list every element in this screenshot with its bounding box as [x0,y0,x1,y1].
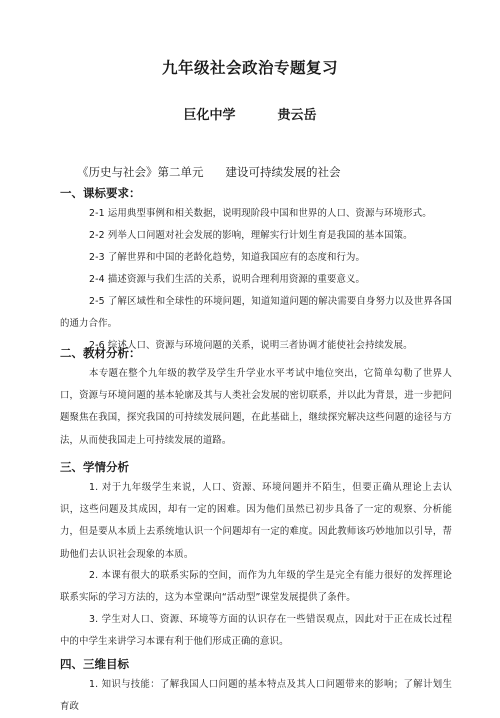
paragraph: 2-4 描述资源与我们生活的关系，说明合理利用资源的重要意义。 [89,274,366,285]
section-heading: 四、三维目标 [60,657,129,671]
section-heading: 二、教材分析： [60,346,141,360]
paragraph: 1. 知识与技能：了解我国人口问题的基本特点及其人口问题带来的影响；了解计划生育政 [60,679,452,713]
document-title: 九年级社会政治专题复习 [161,59,338,77]
unit-topic: 建设可持续发展的社会 [225,165,341,179]
paragraph: 1. 对于九年级学生来说，人口、资源、环境问题并不陌生，但要正确从理论上去认识，这些问题及其成因，却有一定的困难。因为他们虽然已初步具备了一定的观察、分析能力，但是要从本质上去系统地认识一个问题却有一定的难度。因此教师该巧妙地加以引导，帮助他们去认识社会现象的本质。 [60,482,452,560]
paragraph: 本专题在整个九年级的教学及学生升学业水平考试中地位突出，它简单勾勒了世界人口，资源与环境问题的基本轮廓及其与人类社会发展的密切联系，并以此为背景，进一步把问题聚焦在我国，探究我国的可持续发展问题，在此基础上，继续探究解决这些问题的途径与方法，从而使我国走上可持续发展的道路。 [60,368,452,446]
author-school: 巨化中学 [183,108,236,123]
paragraph: 2-5 了解区域性和全球性的环境问题，知道知道问题的解决需要自身努力以及世界各国的通力合作。 [60,296,452,330]
paragraph: 2-3 了解世界和中国的老龄化趋势，知道我国应有的态度和行为。 [89,252,366,263]
author-name: 贵云岳 [277,108,317,123]
unit-line [77,164,341,180]
author-line [0,104,500,123]
unit-book: 《历史与社会》第二单元 [77,165,204,179]
paragraph: 2-1 运用典型事例和相关数据，说明现阶段中国和世界的人口、资源与环境形式。 [89,208,432,219]
paragraph: 2. 本课有很大的联系实际的空间，而作为九年级的学生是完全有能力很好的发挥理论联系实际的学习方法的，这为本堂课向“活动型”课堂发展提供了条件。 [60,570,452,604]
paragraph: 2-6 综述人口、资源与环境问题的关系，说明三者协调才能使社会持续发展。 [89,340,413,351]
section-heading: 三、学情分析 [60,460,129,474]
paragraph: 2-2 列举人口问题对社会发展的影响，理解实行计划生育是我国的基本国策。 [89,230,413,241]
section-heading: 一、课标要求： [60,186,141,200]
paragraph: 3. 学生对人口、资源、环境等方面的认识存在一些错误观点，因此对于正在成长过程中的中学生来讲学习本课有利于他们形成正确的意识。 [60,614,452,648]
